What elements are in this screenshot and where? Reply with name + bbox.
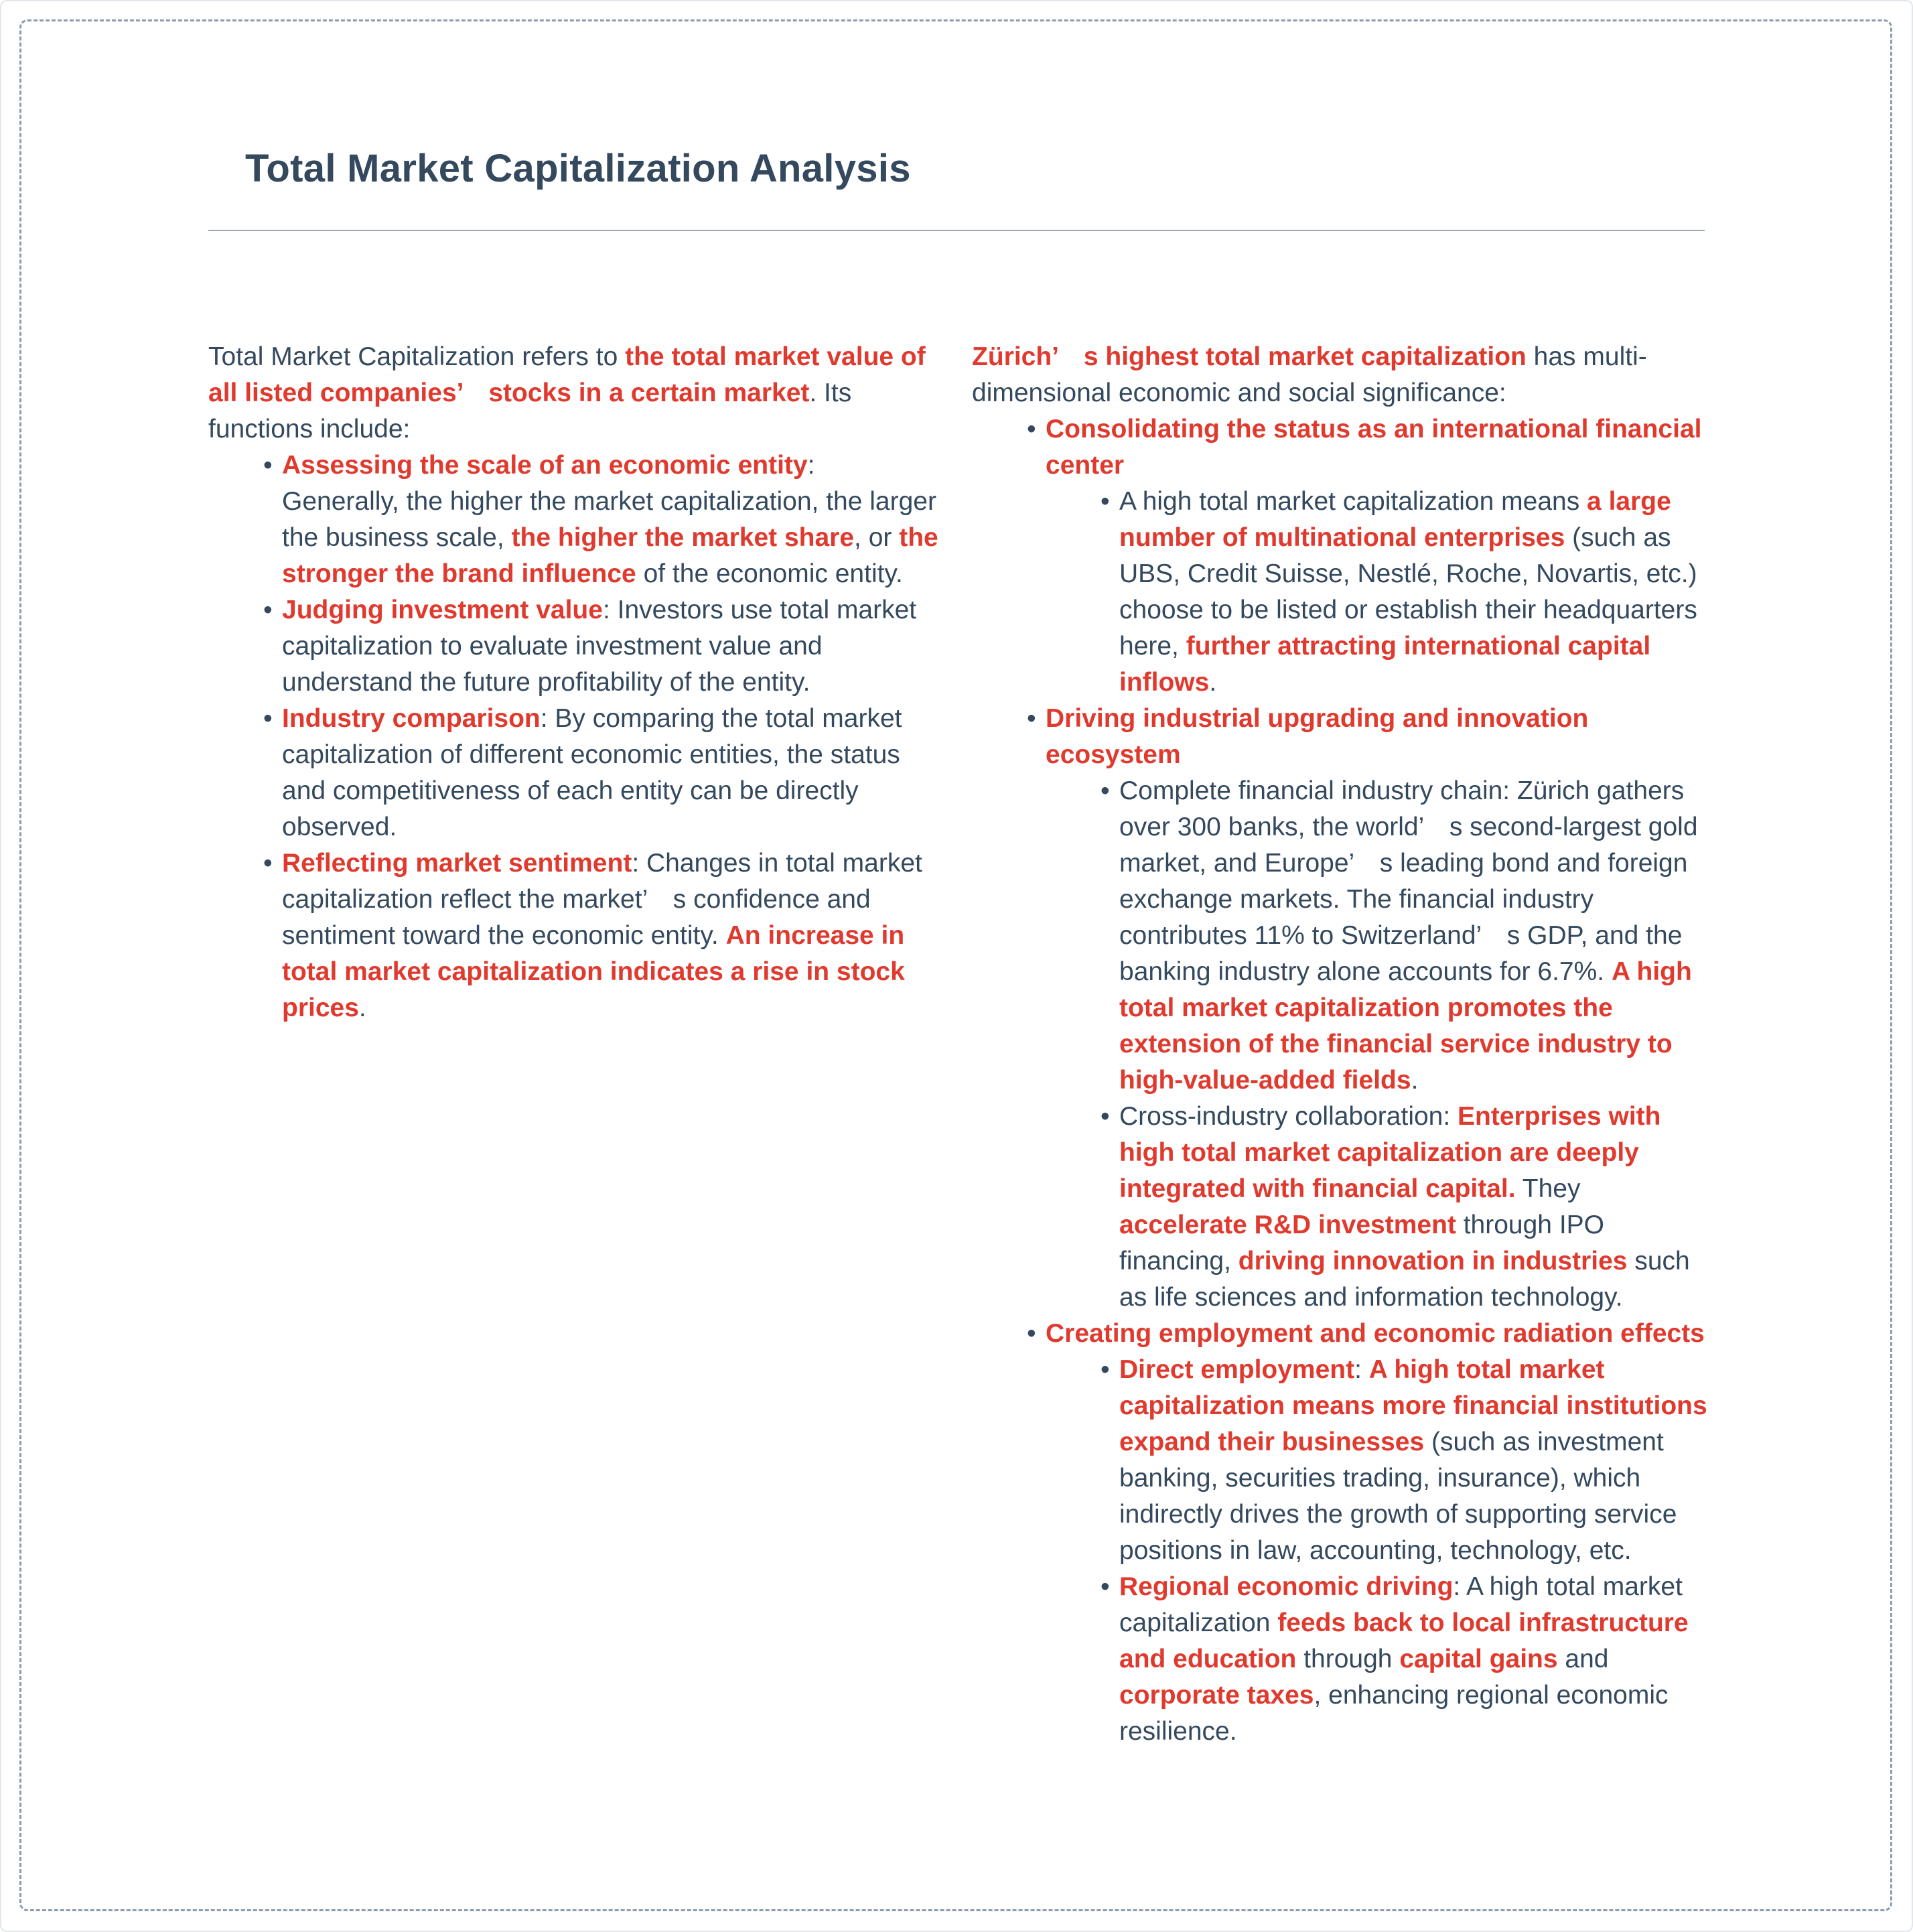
- section-heading: Driving industrial upgrading and innovation ecosystem: [1046, 704, 1589, 769]
- sub-text: and: [1557, 1645, 1609, 1673]
- sub-text: .: [1209, 668, 1217, 697]
- significance-list: [972, 411, 1709, 1750]
- sub-text: : A high total market capitalization: [1119, 1572, 1683, 1637]
- item-text: .: [358, 993, 366, 1022]
- sub-text: such as life sciences and information technology.: [1119, 1247, 1690, 1312]
- sub-list: [1046, 773, 1709, 1316]
- sub-text: :: [1354, 1355, 1369, 1384]
- sub-text: (such as investment banking, securities trading, insurance), which indirectly drives the growth of supporting service positions in law, accounting, technology, etc.: [1119, 1428, 1677, 1565]
- significance-paragraph: [972, 339, 1709, 411]
- definition-text-end: . Its functions include:: [208, 378, 852, 443]
- sub-text: (such as UBS, Credit Suisse, Nestlé, Roche, Novartis, etc.) choose to be listed or establish their headquarters here,: [1119, 523, 1697, 661]
- sub-text: Complete financial industry chain: Zürich gathers over 300 banks, the world’ s second-largest gold market, and Europe’ s leading bond and foreign exchange markets. The financial industry contributes 11% to Switzerland’ s GDP, and the banking industry alone accounts for 6.7%.: [1119, 776, 1698, 986]
- sub-highlight: accelerate R&D investment: [1119, 1211, 1456, 1239]
- sub-list: [1046, 1352, 1709, 1750]
- item-text: : Investors use total market capitalization to evaluate investment value and understand the future profitability of the entity.: [282, 596, 917, 697]
- section-heading: Consolidating the status as an international financial center: [1046, 415, 1702, 480]
- sub-text: Cross-industry collaboration:: [1119, 1102, 1458, 1131]
- sub-highlight: further attracting international capital inflows: [1119, 632, 1651, 697]
- sub-item: [1119, 1352, 1709, 1569]
- list-item: [282, 701, 938, 845]
- sub-highlight: a large number of multinational enterprises: [1119, 487, 1671, 552]
- sub-list: [1046, 484, 1709, 701]
- sub-text: through IPO financing,: [1119, 1211, 1605, 1275]
- sub-highlight: Enterprises with high total market capitalization are deeply integrated with financial capital.: [1119, 1102, 1661, 1203]
- definition-text: Total Market Capitalization refers to: [208, 342, 626, 371]
- list-item: [282, 447, 938, 592]
- sub-highlight: A high total market capitalization promotes the extension of the financial service industry to high-value-added fields: [1119, 957, 1692, 1095]
- significance-text: has multi-dimensional economic and social significance:: [972, 342, 1647, 407]
- sub-text: , enhancing regional economic resilience.: [1119, 1681, 1669, 1746]
- section-item: [1046, 701, 1709, 1316]
- section-heading: Creating employment and economic radiation effects: [1046, 1319, 1705, 1348]
- item-heading: Reflecting market sentiment: [282, 849, 632, 878]
- item-heading: Judging investment value: [282, 596, 603, 624]
- left-column: [208, 339, 938, 1026]
- list-item: [282, 592, 938, 701]
- page-title: Total Market Capitalization Analysis: [245, 147, 911, 190]
- functions-list: [208, 447, 938, 1026]
- sub-highlight: A high total market capitalization means more financial institutions expand their businesses: [1119, 1355, 1707, 1456]
- title-divider: [208, 230, 1705, 231]
- sub-highlight: corporate taxes: [1119, 1681, 1314, 1710]
- item-text: of the economic entity.: [636, 559, 903, 588]
- right-column: [972, 339, 1709, 1750]
- sub-highlight: feeds back to local infrastructure and education: [1119, 1608, 1689, 1673]
- sub-heading: Direct employment: [1119, 1355, 1355, 1384]
- sub-item: [1119, 484, 1709, 701]
- sub-highlight: capital gains: [1399, 1645, 1558, 1673]
- sub-text: They: [1515, 1174, 1581, 1203]
- sub-item: [1119, 773, 1709, 1099]
- section-item: [1046, 411, 1709, 701]
- item-text: : Changes in total market capitalization reflect the market’ s confidence and sentiment toward the economic entity.: [282, 849, 922, 950]
- item-heading: Industry comparison: [282, 704, 541, 733]
- sub-item: [1119, 1099, 1709, 1316]
- sub-text: through: [1296, 1645, 1400, 1673]
- item-text: , or: [854, 523, 900, 552]
- definition-paragraph: [208, 339, 938, 447]
- sub-heading: Regional economic driving: [1119, 1572, 1454, 1601]
- sub-text: A high total market capitalization means: [1119, 487, 1587, 516]
- item-highlight: the higher the market share: [511, 523, 855, 552]
- significance-highlight: Zürich’ s highest total market capitalization: [972, 342, 1527, 371]
- list-item: [282, 845, 938, 1026]
- item-text: : By comparing the total market capitalization of different economic entities, the status and competitiveness of each entity can be directly observed.: [282, 704, 902, 841]
- item-highlight: An increase in total market capitalization indicates a rise in stock prices: [282, 921, 905, 1022]
- section-item: [1046, 1316, 1709, 1750]
- item-text: : Generally, the higher the market capitalization, the larger the business scale,: [282, 451, 936, 552]
- sub-text: .: [1411, 1066, 1419, 1095]
- item-highlight: the stronger the brand influence: [282, 523, 938, 588]
- definition-highlight: the total market value of all listed companies’ stocks in a certain market: [208, 342, 926, 407]
- sub-item: [1119, 1569, 1709, 1750]
- sub-highlight: driving innovation in industries: [1238, 1247, 1628, 1275]
- item-heading: Assessing the scale of an economic entity: [282, 451, 808, 480]
